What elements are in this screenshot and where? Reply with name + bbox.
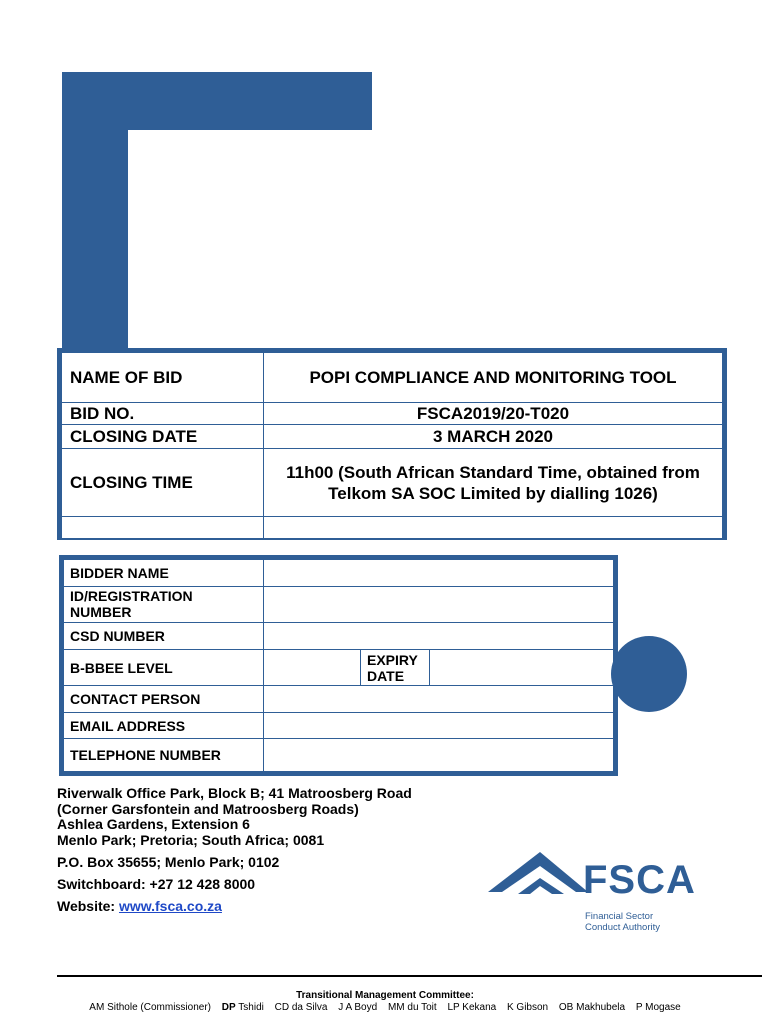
brand-bar-horizontal [62, 72, 372, 130]
expiry-date-field[interactable] [430, 649, 614, 686]
contact-person-label: CONTACT PERSON [64, 686, 264, 713]
telephone-number-field[interactable] [264, 739, 614, 772]
closing-time-label: CLOSING TIME [62, 449, 264, 517]
fsca-roof-icon [488, 850, 588, 910]
switchboard: Switchboard: +27 12 428 8000 [57, 876, 256, 892]
csd-number-label: CSD NUMBER [64, 623, 264, 650]
bid-no-value: FSCA2019/20-T020 [264, 403, 723, 425]
committee-member: J A Boyd [338, 1002, 378, 1013]
expiry-date-label: EXPIRY DATE [361, 649, 430, 686]
telephone-number-label: TELEPHONE NUMBER [64, 739, 264, 772]
footer-divider [57, 975, 762, 977]
bid-name-label: NAME OF BID [62, 353, 264, 403]
bidder-info-table [63, 559, 614, 772]
id-registration-label: ID/REGISTRATION NUMBER [64, 586, 264, 623]
website-line [57, 898, 412, 914]
bidder-info-box [59, 555, 618, 776]
bid-info-box [57, 348, 727, 540]
closing-time-value: 11h00 (South African Standard Time, obtained from Telkom SA SOC Limited by dialling 1026) [264, 449, 723, 517]
logo-name: FSCA [583, 858, 696, 902]
address-block [57, 786, 412, 914]
committee-member: DP Tshidi [221, 1002, 264, 1013]
website-label: Website: [57, 898, 119, 914]
bid-name-value: POPI COMPLIANCE AND MONITORING TOOL [264, 353, 723, 403]
bidder-name-label: BIDDER NAME [64, 560, 264, 587]
id-registration-field[interactable] [264, 586, 614, 623]
committee-member: OB Makhubela [558, 1002, 626, 1013]
address-line-3: Ashlea Gardens, Extension 6 [57, 816, 250, 832]
committee-member: AM Sithole (Commissioner) [89, 1002, 211, 1013]
contract-no-value: FSCA1920-SLA55 [264, 517, 723, 539]
address-line-4: Menlo Park; Pretoria; South Africa; 0081 [57, 831, 325, 848]
logo-subtitle-line-1: Financial Sector [585, 911, 654, 922]
website-link[interactable]: www.fsca.co.za [118, 898, 222, 914]
address-line-2: (Corner Garsfontein and Matroosberg Roads) [57, 800, 359, 817]
bbbee-level-label: B-BBEE LEVEL [64, 649, 264, 686]
email-address-field[interactable] [264, 712, 614, 739]
footer-committee-names [0, 1002, 770, 1013]
csd-number-field[interactable] [264, 623, 614, 650]
bid-info-table [61, 352, 723, 539]
closing-date-value: 3 MARCH 2020 [264, 425, 723, 449]
logo-subtitle-line-2: Conduct Authority [585, 922, 660, 933]
address-line-1: Riverwalk Office Park, Block B; 41 Matroosberg Road [57, 785, 412, 801]
footer-title: Transitional Management Committee: [296, 990, 474, 1001]
committee-member: K Gibson [506, 1002, 549, 1013]
email-address-label: EMAIL ADDRESS [64, 712, 264, 739]
committee-member: MM du Toit [387, 1002, 437, 1013]
bid-no-label: BID NO. [62, 403, 264, 425]
committee-member: CD da Silva [274, 1002, 328, 1013]
contract-no-label: CONTRACT NO. [62, 517, 264, 539]
committee-member: LP Kekana [447, 1002, 497, 1013]
logo-subtitle [585, 911, 660, 933]
closing-date-label: CLOSING DATE [62, 425, 264, 449]
bidder-name-field[interactable] [264, 560, 614, 587]
po-box: P.O. Box 35655; Menlo Park; 0102 [57, 854, 280, 870]
brand-circle [611, 636, 687, 712]
contact-person-field[interactable] [264, 686, 614, 713]
committee-member: P Mogase [635, 1002, 681, 1013]
bbbee-level-field[interactable] [264, 649, 361, 686]
